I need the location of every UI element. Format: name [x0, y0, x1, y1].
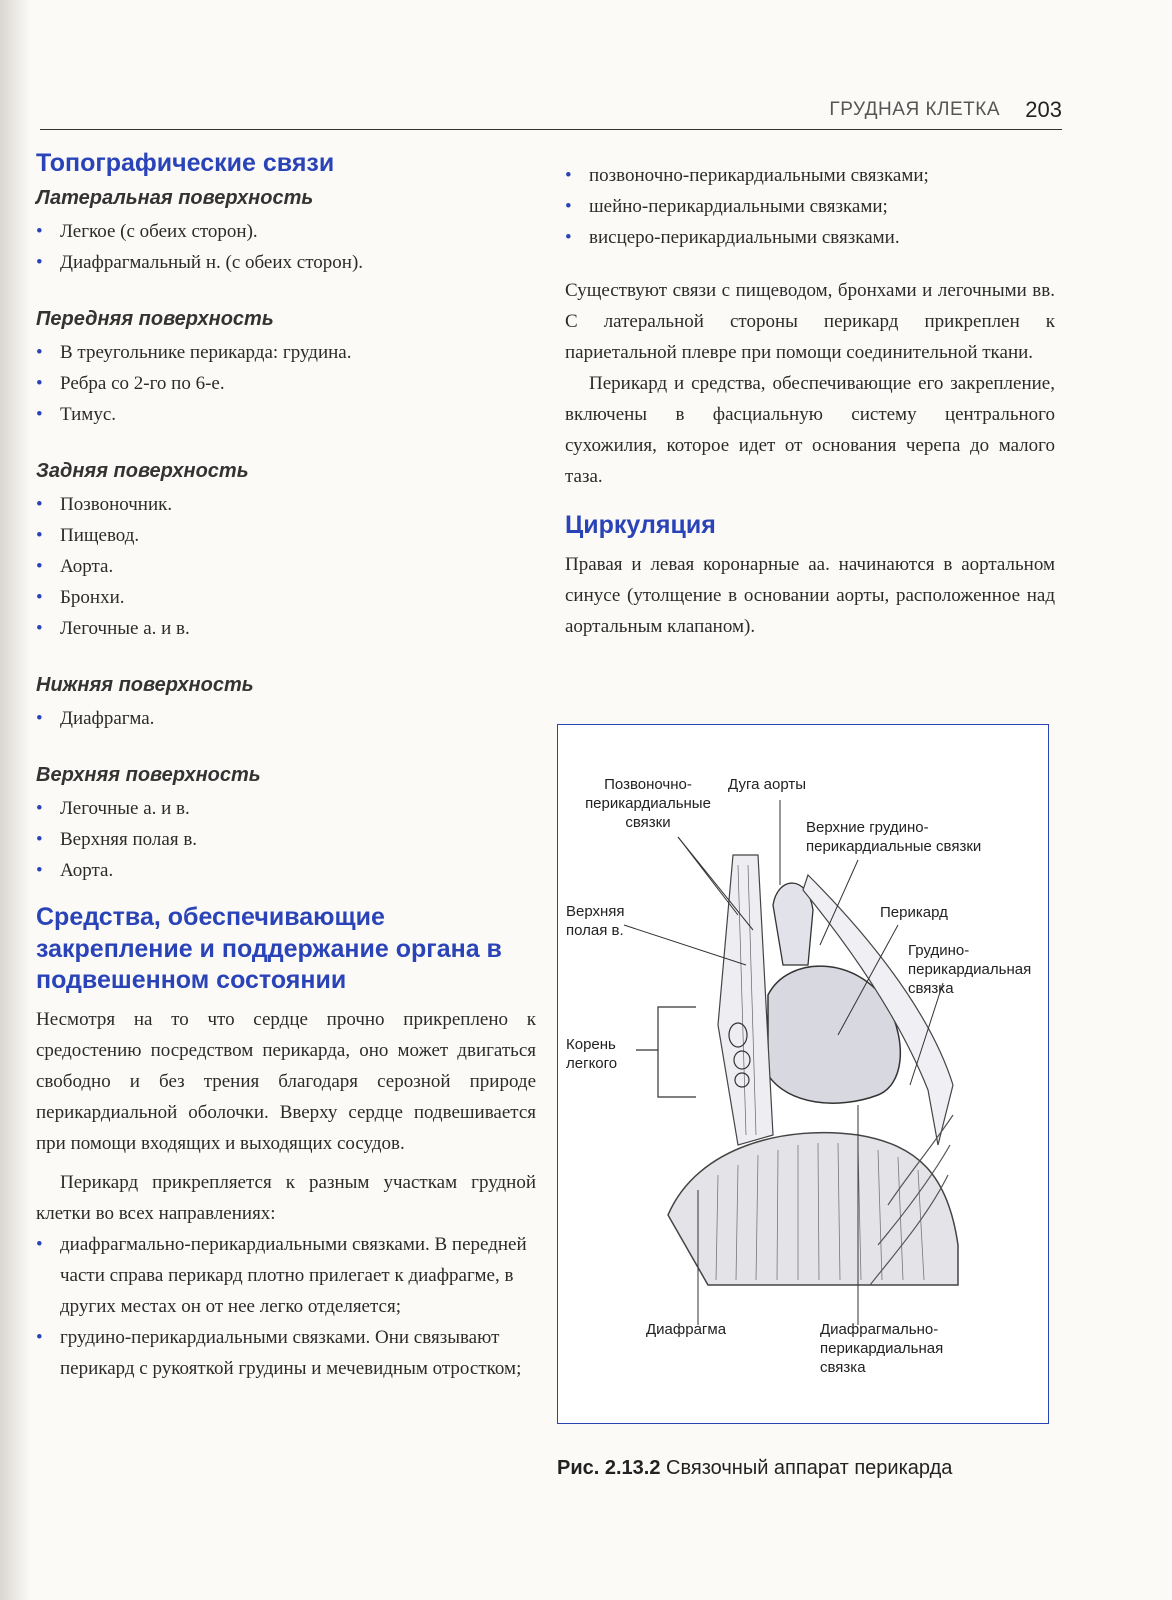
page-number: 203 [1025, 97, 1062, 122]
paragraph-connections: Существуют связи с пищеводом, бронхами и легочными вв. С латеральной стороны перикард прикреплен к париетальной плевре при помощи соединительной ткани. [565, 280, 1055, 363]
list-superior [36, 793, 536, 886]
label-pericardium: Перикард [880, 904, 948, 921]
section-title: ГРУДНАЯ КЛЕТКА [829, 99, 1000, 120]
paragraph-support-1: Несмотря на то что сердце прочно прикреплено к средостению посредством перикарда, оно может двигаться свободно и без трения благодаря серозной природе перикардиальной оболочки. Вверху сердце подвешивается при помощи входящих и выходящих сосудов. [36, 1009, 536, 1154]
list-item: • Легочные а. и в. [36, 793, 536, 824]
figure-pericardium-ligaments [557, 724, 1049, 1424]
list-item: • Позвоночник. [36, 489, 536, 520]
list-lateral [36, 216, 536, 278]
right-column [565, 160, 1055, 642]
vertebral-ligament-shape [718, 855, 773, 1145]
list-item: • Аорта. [36, 551, 536, 582]
list-item: • висцеро-перикардиальными связками. [565, 222, 1055, 253]
subheading-inferior: Нижняя поверхность [36, 674, 254, 697]
list-item: • Бронхи. [36, 582, 536, 613]
label-phrenic-ligament: Диафрагмально- перикардиальная связка [820, 1321, 944, 1376]
list-item: • Легкое (с обеих сторон). [36, 216, 536, 247]
list-item: • Верхняя полая в. [36, 824, 536, 855]
list-item: • Тимус. [36, 399, 536, 430]
list-item: • Пищевод. [36, 520, 536, 551]
list-item: • Легочные а. и в. [36, 613, 536, 644]
heading-topography: Топографические связи [36, 149, 335, 177]
label-lung-root: Корень легкого [566, 1036, 618, 1072]
label-upper-sternal-ligaments: Верхние грудино- перикардиальные связки [806, 819, 982, 855]
label-sternal-ligament: Грудино- перикардиальная связка [908, 942, 1032, 997]
list-item: • Аорта. [36, 855, 536, 886]
list-item: • Диафрагма. [36, 703, 536, 734]
list-anterior [36, 337, 536, 430]
label-vertebral-ligaments: Позвоночно- перикардиальные связки [585, 776, 711, 831]
paragraph-fascial-system: Перикард и средства, обеспечивающие его закрепление, включены в фасциальную систему центрального сухожилия, которое идет от основания черепа до малого таза. [565, 373, 1055, 487]
list-item: • позвоночно-перикардиальными связками; [565, 160, 1055, 191]
list-item: • грудино-перикардиальными связками. Они связывают перикард с рукояткой грудины и мечевидным отростком; [36, 1322, 536, 1384]
list-ligaments-continued [565, 160, 1055, 253]
left-column [36, 148, 536, 1384]
subheading-superior: Верхняя поверхность [36, 764, 261, 787]
list-item: • Диафрагмальный н. (с обеих сторон). [36, 247, 536, 278]
label-aortic-arch: Дуга аорты [728, 776, 806, 793]
list-item: • шейно-перикардиальными связками; [565, 191, 1055, 222]
subheading-lateral: Латеральная поверхность [36, 187, 314, 210]
list-support [36, 1229, 536, 1384]
list-inferior [36, 703, 536, 734]
list-item: • диафрагмально-перикардиальными связками. В передней части справа перикард плотно прилегает к диафрагме, в других местах он от нее легко отделяется; [36, 1229, 536, 1322]
caption-text: Связочный аппарат перикарда [666, 1457, 953, 1479]
heading-circulation: Циркуляция [565, 511, 716, 539]
paragraph-support-2: Перикард прикрепляется к разным участкам грудной клетки во всех направлениях: [36, 1172, 536, 1224]
figure-caption [557, 1457, 952, 1480]
heading-support: Средства, обеспечивающие закрепление и поддержание органа в подвешенном состоянии [36, 903, 502, 994]
paragraph-circulation: Правая и левая коронарные аа. начинаются в аортальном синусе (утолщение в основании аорты, расположенное над аортальным клапаном). [565, 554, 1055, 638]
caption-number: Рис. 2.13.2 [557, 1457, 661, 1479]
diaphragm-shape [668, 1133, 958, 1285]
subheading-posterior: Задняя поверхность [36, 460, 249, 483]
list-item: • Ребра со 2-го по 6-е. [36, 368, 536, 399]
label-diaphragm: Диафрагма [646, 1321, 727, 1338]
list-posterior [36, 489, 536, 644]
subheading-anterior: Передняя поверхность [36, 308, 274, 331]
list-item: • В треугольнике перикарда: грудина. [36, 337, 536, 368]
label-svc: Верхняя полая в. [566, 903, 625, 939]
lung-root-bracket [658, 1007, 696, 1097]
running-header [40, 95, 1062, 130]
page-edge-shadow [0, 0, 30, 1600]
